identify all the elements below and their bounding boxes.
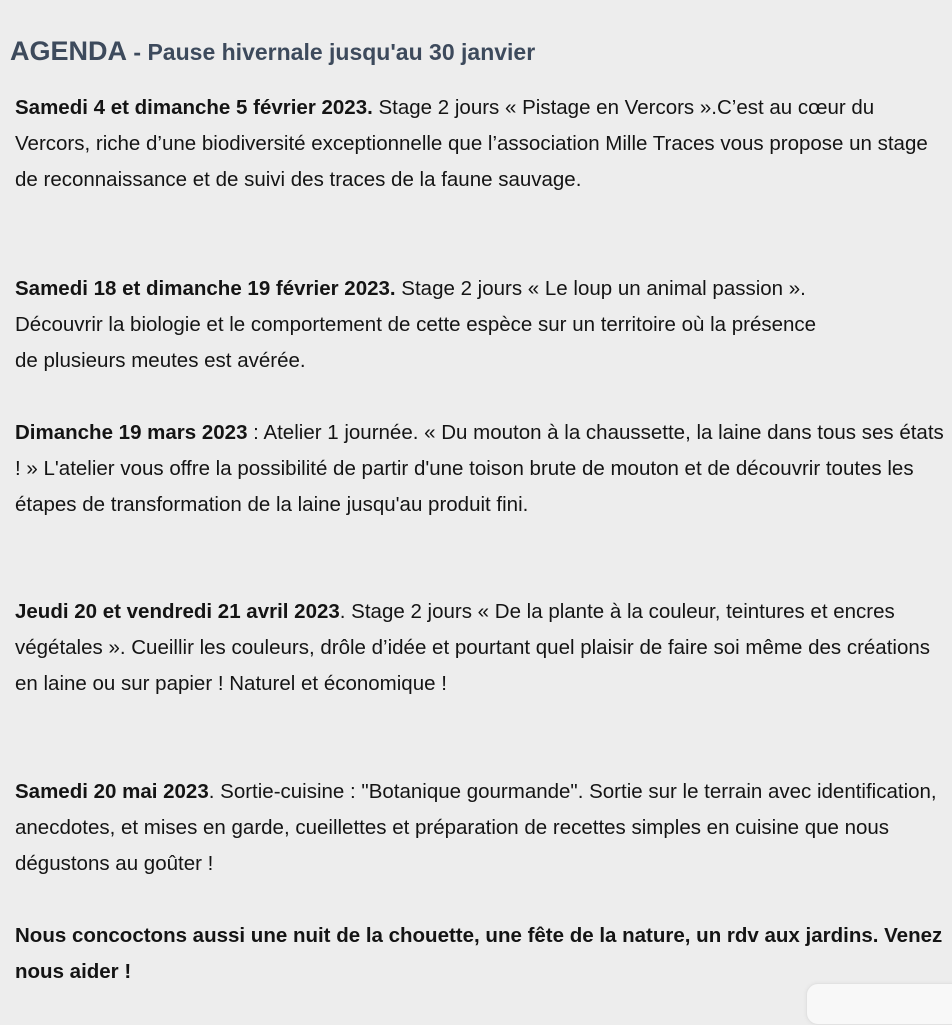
event-description: . Stage 2 jours « De la plante à la couleur, teintures et encres végétales ». Cueillir les couleurs, drôle d’idée et pourtant quel plaisir de faire soi même des créations en laine ou sur papier ! Naturel et économique ! <box>15 600 931 695</box>
event-item <box>15 774 950 882</box>
floating-widget[interactable] <box>806 983 952 1025</box>
event-item <box>15 90 950 198</box>
event-date: Samedi 4 et dimanche 5 février 2023. <box>15 96 373 119</box>
event-description: Stage 2 jours « Le loup un animal passion ». Découvrir la biologie et le comportement de cette espèce sur un territoire où la présence de plusieurs meutes est avérée. <box>15 277 817 372</box>
event-item <box>15 594 950 702</box>
event-item <box>15 415 950 523</box>
agenda-separator: - <box>127 39 148 65</box>
event-description: : Atelier 1 journée. « Du mouton à la chaussette, la laine dans tous ses états ! » L'atelier vous offre la possibilité de partir d'une toison brute de mouton et de découvrir toutes les étapes de transformation de la laine jusqu'au produit fini. <box>15 421 944 516</box>
event-date: Samedi 20 mai 2023 <box>15 780 209 803</box>
event-date: Samedi 18 et dimanche 19 février 2023. <box>15 277 396 300</box>
event-item <box>15 271 835 379</box>
event-date: Dimanche 19 mars 2023 <box>15 421 248 444</box>
event-date: Jeudi 20 et vendredi 21 avril 2023 <box>15 600 340 623</box>
event-description: . Sortie-cuisine : "Botanique gourmande". Sortie sur le terrain avec identification, anecdotes, et mises en garde, cueillettes et préparation de recettes simples en cuisine que nous dégustons au goûter ! <box>15 780 937 875</box>
agenda-subtitle: Pause hivernale jusqu'au 30 janvier <box>147 39 536 65</box>
closing-message: Nous concoctons aussi une nuit de la chouette, une fête de la nature, un rdv aux jardins. Venez nous aider ! <box>15 924 943 983</box>
agenda-title: AGENDA <box>10 36 128 66</box>
event-description: Stage 2 jours « Pistage en Vercors ».C’est au cœur du Vercors, riche d’une biodiversité exceptionnelle que l’association Mille Traces vous propose un stage de reconnaissance et de suivi des traces de la faune sauvage. <box>15 96 928 191</box>
agenda-heading <box>10 31 535 68</box>
